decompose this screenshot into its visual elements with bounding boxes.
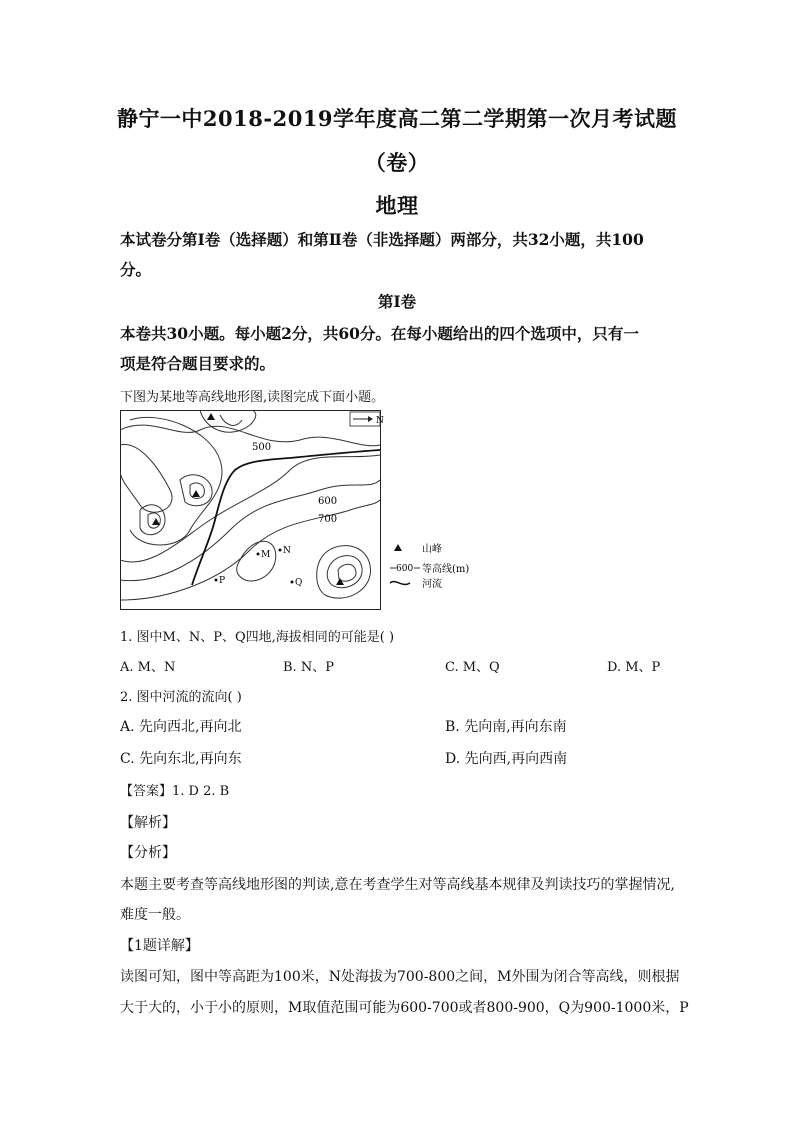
point-label-q: Q	[295, 578, 303, 588]
question-1-stem: 1. 图中M、N、P、Q四地,海拔相同的可能是( )	[120, 630, 395, 645]
intro-line-1: 本试卷分第Ⅰ卷（选择题）和第Ⅱ卷（非选择题）两部分，共32小题，共100	[120, 230, 644, 249]
intro-line-2: 分。	[120, 260, 152, 279]
contour-label-500: 500	[252, 442, 272, 453]
question-1-option-c[interactable]: C. M、Q	[445, 660, 500, 675]
summary-line-2: 难度一般。	[120, 907, 190, 923]
page-subtitle: （卷）	[364, 150, 430, 175]
fenxi-label: 【分析】	[120, 845, 176, 861]
legend-contour-label: 等高线(m)	[422, 564, 470, 575]
section-desc-line-1: 本卷共30小题。每小题2分，共60分。在每小题给出的四个选项中，只有一	[120, 324, 639, 343]
map-legend	[390, 542, 469, 590]
contour-label-700: 700	[318, 514, 338, 525]
figure-caption: 下图为某地等高线地形图,读图完成下面小题。	[120, 390, 385, 405]
point-label-p: P	[219, 576, 226, 586]
summary-line-1: 本题主要考查等高线地形图的判读,意在考查学生对等高线基本规律及判读技巧的掌握情况,	[120, 877, 675, 893]
question-2-stem: 2. 图中河流的流向( )	[120, 690, 242, 705]
q1-detail-label: 【1题详解】	[120, 938, 199, 954]
question-1-option-b[interactable]: B. N、P	[283, 660, 334, 675]
point-label-m: M	[261, 550, 271, 560]
north-label: N	[376, 416, 384, 426]
question-1-option-a[interactable]: A. M、N	[120, 660, 176, 675]
page-title: 静宁一中2018-2019学年度高二第二学期第一次月考试题	[116, 106, 678, 131]
point-label-n: N	[283, 546, 291, 556]
peak-icon	[152, 518, 160, 525]
legend-river-icon	[390, 582, 410, 585]
question-2-option-a[interactable]: A. 先向西北,再向北	[120, 719, 242, 735]
answer-label: 【答案】	[120, 784, 173, 799]
question-2-option-b[interactable]: B. 先向南,再向东南	[445, 719, 567, 735]
q1-detail-line-2: 大于大的，小于小的原则，M取值范围可能为600-700或者800-900，Q为900-1000米，P	[120, 1000, 689, 1016]
contour-label-600: 600	[318, 496, 338, 507]
contour-map	[120, 410, 482, 610]
section-title: 第Ⅰ卷	[377, 292, 417, 311]
subject-title: 地理	[375, 193, 419, 218]
question-1-option-d[interactable]: D. M、P	[607, 660, 661, 675]
map-points	[215, 546, 303, 588]
q1-detail-line-1: 读图可知，图中等高距为100米，N处海拔为700-800之间，M外围为闭合等高线，则根据	[120, 969, 680, 985]
legend-contour-value: 600	[396, 564, 414, 574]
legend-river-label: 河流	[422, 579, 442, 590]
analysis-label: 【解析】	[120, 815, 176, 831]
north-arrow	[350, 412, 384, 426]
section-desc-line-2: 项是符合题目要求的。	[120, 354, 276, 373]
question-2-option-d[interactable]: D. 先向西,再向西南	[445, 751, 568, 767]
answer-text: 1. D 2. B	[172, 784, 230, 799]
peak-icon	[207, 413, 215, 420]
legend-peak-label: 山峰	[422, 544, 442, 555]
answer-line	[120, 780, 229, 799]
peak-icon	[192, 490, 200, 497]
contour-lines	[120, 410, 380, 600]
legend-peak-icon	[394, 544, 402, 551]
question-2-option-c[interactable]: C. 先向东北,再向东	[120, 751, 242, 767]
